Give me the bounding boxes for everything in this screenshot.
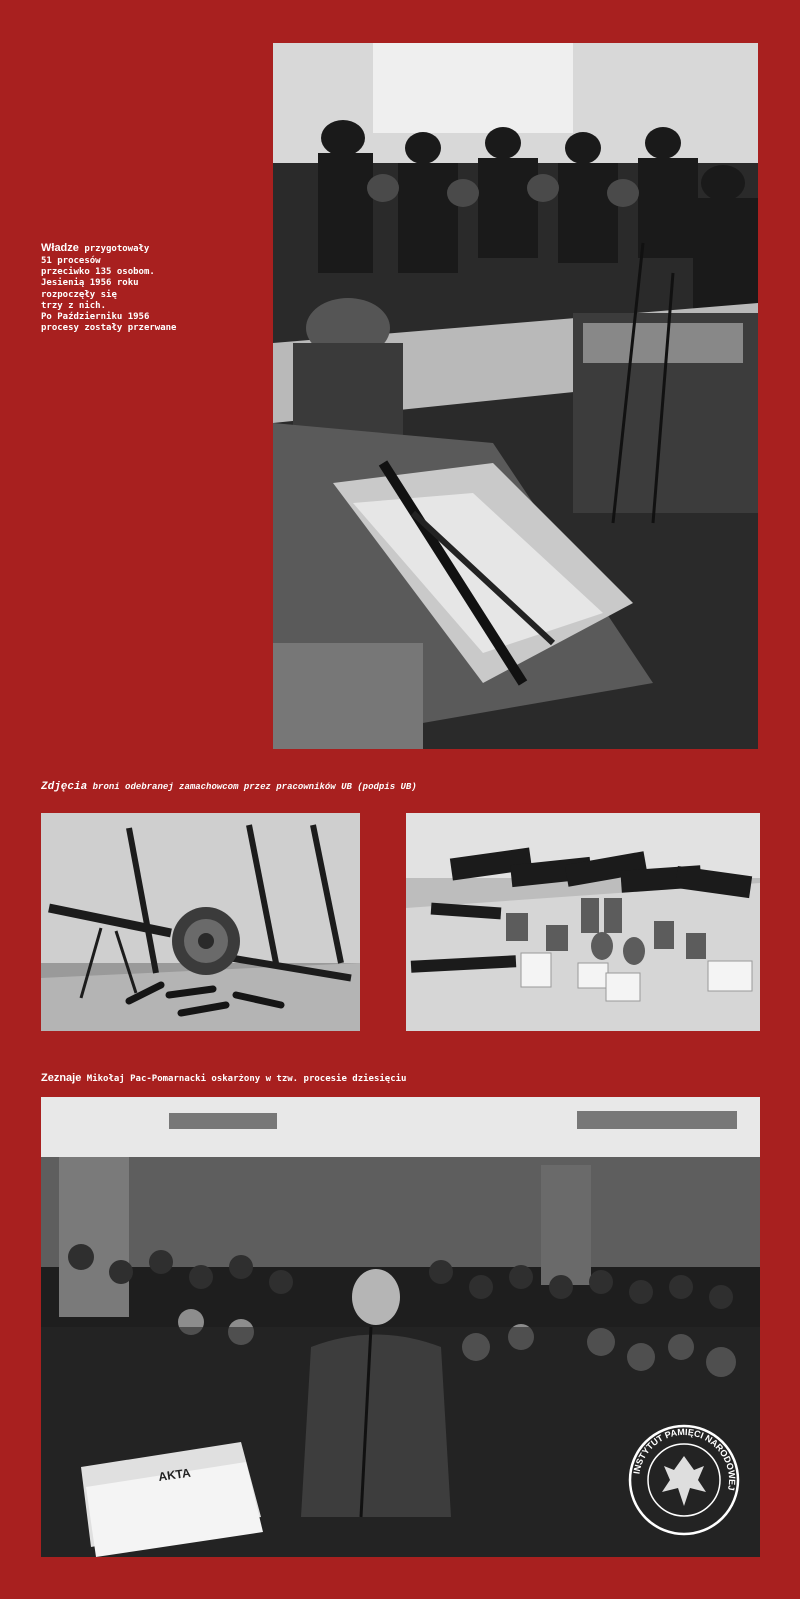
intro-lead: Władze xyxy=(41,242,79,254)
intro-line-2: 51 procesów xyxy=(41,255,101,266)
intro-line-4: Jesienią 1956 roku xyxy=(41,278,139,289)
intro-line-7: Po Październiku 1956 xyxy=(41,312,150,322)
ipn-stamp xyxy=(626,1422,742,1538)
weapons-caption xyxy=(41,781,761,795)
weapons-caption-text: broni odebranej zamachowcom przez pracowników UB (podpis UB) xyxy=(92,782,417,792)
ipn-stamp-icon xyxy=(626,1422,742,1538)
intro-caption xyxy=(41,242,251,335)
revolvers-grenades-illustration xyxy=(406,813,760,1031)
courtroom-soldiers-illustration xyxy=(273,43,758,749)
intro-line-8: procesy zostały przerwane xyxy=(41,323,177,334)
documents-folder-label: AKTA xyxy=(157,1465,192,1484)
ipn-stamp-text: INSTYTUT PAMIĘCI NARODOWEJ xyxy=(631,1426,738,1492)
intro-line-1: przygotowały xyxy=(84,244,150,254)
intro-line-6: trzy z nich. xyxy=(41,300,107,311)
trial-caption-text: Mikołaj Pac-Pomarnacki oskarżony w tzw. procesie dziesięciu xyxy=(86,1074,407,1084)
intro-line-3: przeciwko 135 osobom. xyxy=(41,267,155,277)
intro-line-5: rozpoczęły się xyxy=(41,289,117,300)
trial-caption-lead: Zeznaje xyxy=(41,1072,82,1084)
defendant-testimony-photo xyxy=(41,1097,760,1557)
courtroom-soldiers-photo xyxy=(273,43,758,749)
weapons-caption-lead: Zdjęcia xyxy=(41,781,88,793)
submachine-guns-illustration xyxy=(41,813,360,1031)
trial-caption xyxy=(41,1072,761,1086)
revolvers-grenades-photo xyxy=(406,813,760,1031)
submachine-guns-photo xyxy=(41,813,360,1031)
